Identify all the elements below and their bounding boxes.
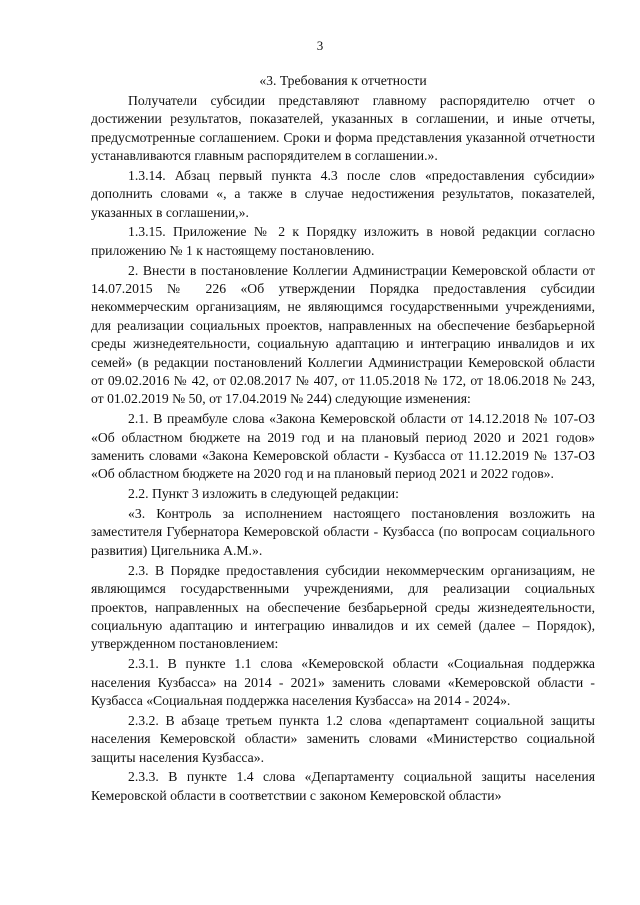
paragraph: 2.3.1. В пункте 1.1 слова «Кемеровской области «Социальная поддержка населения Кузбасса» на 2014 - 2021» заменить словами «Кемеровской области - Кузбасса «Социальная поддержка населения Кузбасса» на 2014 - 2024».	[91, 656, 595, 708]
paragraph: 2.2. Пункт 3 изложить в следующей редакции:	[128, 486, 399, 502]
paragraph: 2.3.2. В абзаце третьем пункта 1.2 слова «департамент социальной защиты населения Кемеровской области» заменить словами «Министерство социальной защиты населения Кузбасса».	[91, 712, 595, 765]
page-number: 3	[316, 38, 324, 53]
paragraph: 1.3.14. Абзац первый пункта 4.3 после слов «предоставления субсидии» дополнить словами «, а также в случае недостижения результатов, показателей, указанных в соглашении,».	[91, 167, 595, 220]
paragraph: 2. Внести в постановление Коллегии Администрации Кемеровской области от 14.07.2015 № 226 «Об утверждении Порядка предоставления субсидии некоммерческим организациям, не являющимся государственными учреждениями, для реализации социальных проектов, направленных на обеспечение безбарьерной среды жизнедеятельности, социальную адаптацию и интеграцию инвалидов и их семей» (в редакции постановлений Коллегии Администрации Кемеровской области от 09.02.2016 № 42, от 02.08.2017 № 407, от 11.05.2018 № 172, от 18.06.2018 № 243, от 01.02.2019 № 50, от 17.04.2019 № 244) следующие изменения:	[91, 262, 595, 407]
paragraph: Получатели субсидии представляют главному распорядителю отчет о достижении результатов, показателей, указанных в соглашении, и иные отчеты, предусмотренные соглашением. Сроки и форма представления указанной отчетности устанавливаются главным распорядителем в соглашении.».	[91, 92, 595, 164]
paragraph: 1.3.15. Приложение № 2 к Порядку изложить в новой редакции согласно приложению № 1 к настоящему постановлению.	[91, 224, 595, 258]
document-body	[91, 72, 595, 807]
paragraph: 2.3. В Порядке предоставления субсидии некоммерческим организациям, не являющимся государственными учреждениями, для реализации социальных проектов, направленных на обеспечение безбарьерной среды жизнедеятельности, социальную адаптацию и интеграцию инвалидов и их семей (далее – Порядок), утвержденном постановлением:	[91, 562, 595, 652]
paragraph: 2.1. В преамбуле слова «Закона Кемеровской области от 14.12.2018 № 107-ОЗ «Об областном бюджете на 2019 год и на плановый период 2020 и 2021 годов» заменить словами «Закона Кемеровской области - Кузбасса от 11.12.2019 № 137-ОЗ «Об областном бюджете на 2020 год и на плановый период 2021 и 2022 годов».	[91, 411, 595, 482]
paragraph: «3. Контроль за исполнением настоящего постановления возложить на заместителя Губернатора Кемеровской области - Кузбасса (по вопросам социального развития) Цигельника А.М.».	[91, 506, 595, 558]
section-heading: «3. Требования к отчетности	[259, 73, 427, 88]
paragraph: 2.3.3. В пункте 1.4 слова «Департаменту социальной защиты населения Кемеровской области в соответствии с законом Кемеровской области»	[91, 769, 595, 803]
